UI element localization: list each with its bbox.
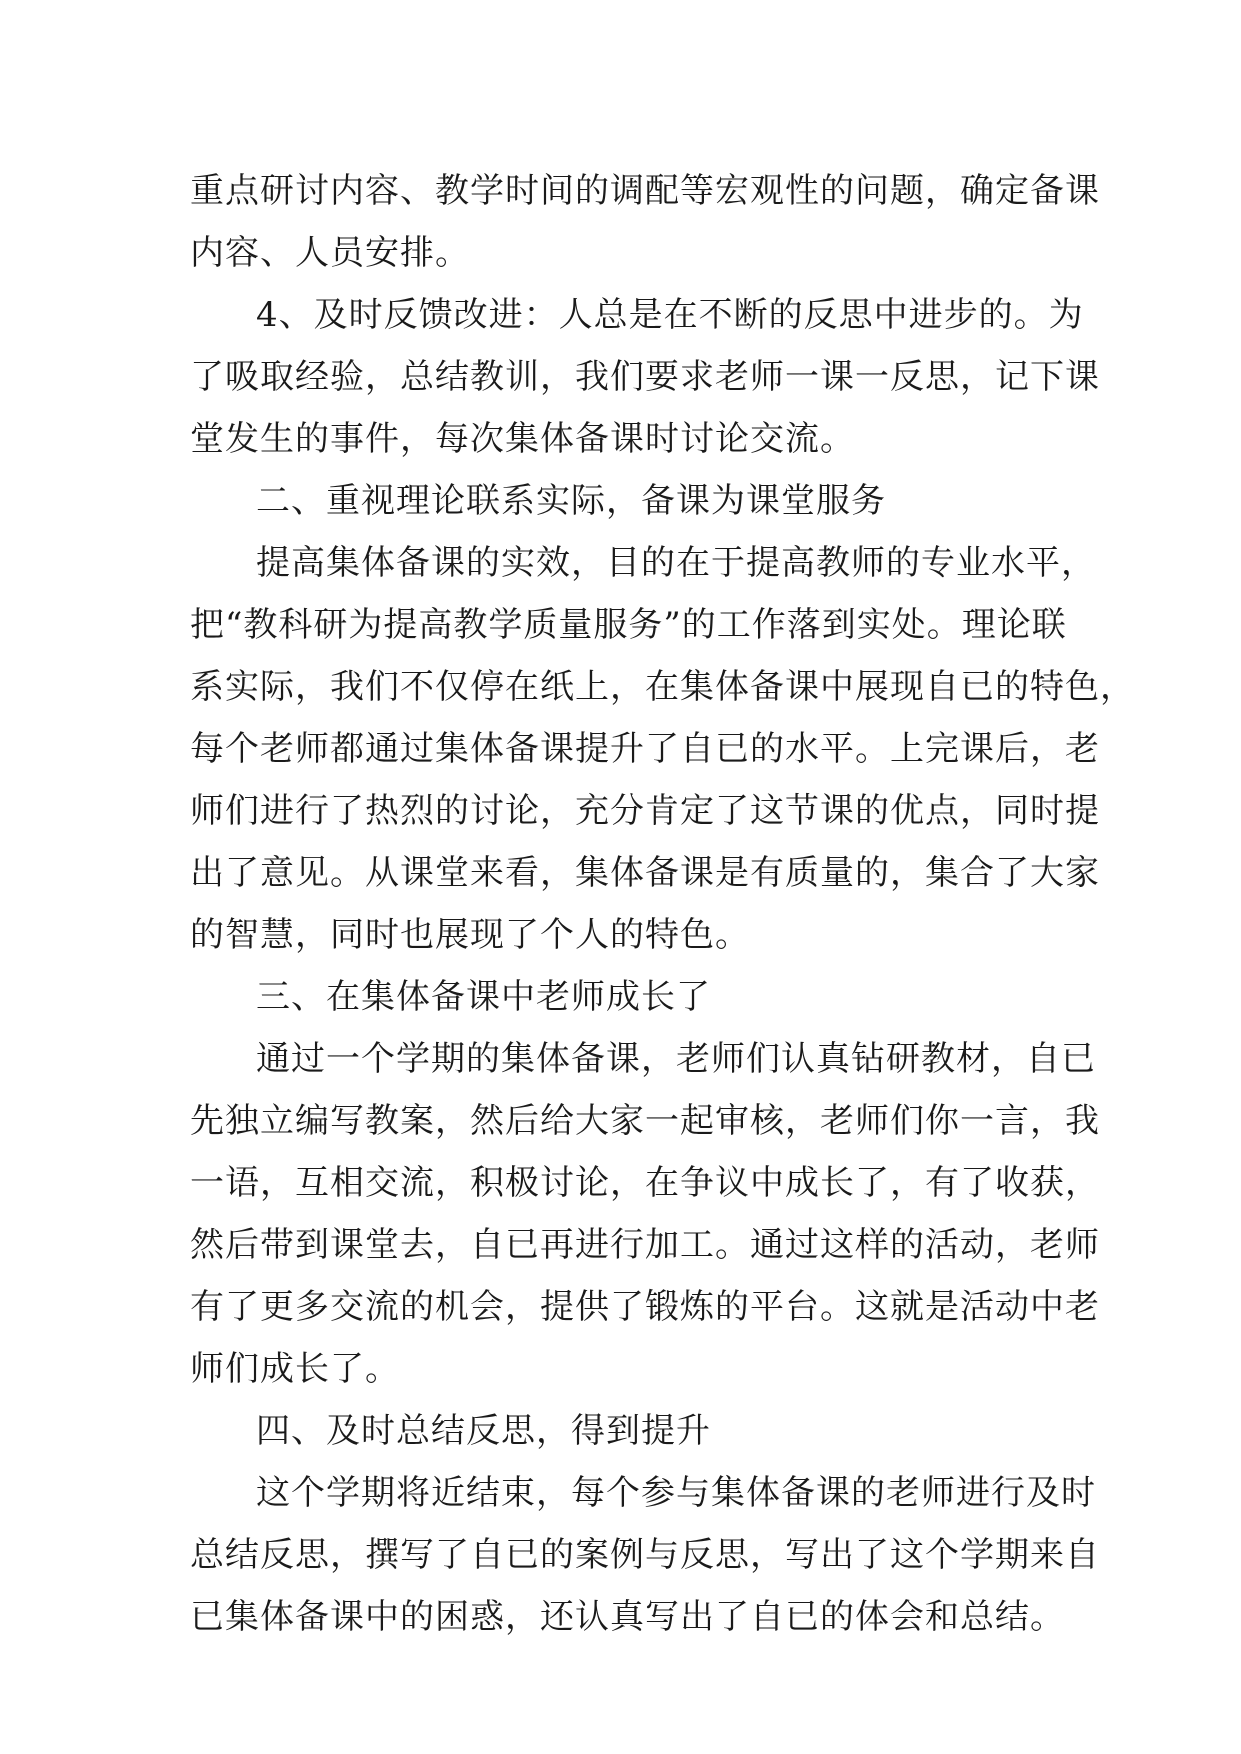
- text-line: 然后带到课堂去，自已再进行加工。通过这样的活动，老师: [190, 1225, 1100, 1265]
- text-line: 系实际，我们不仅停在纸上，在集体备课中展现自已的特色，: [190, 667, 1135, 707]
- text-line: 堂发生的事件，每次集体备课时讨论交流。: [190, 419, 855, 459]
- text-line: 已集体备课中的困惑，还认真写出了自已的体会和总结。: [190, 1597, 1065, 1637]
- text-line: 提高集体备课的实效，目的在于提高教师的专业水平，: [256, 543, 1096, 583]
- text-line: 重点研讨内容、教学时间的调配等宏观性的问题，确定备课: [190, 171, 1100, 211]
- text-line: 师们进行了热烈的讨论，充分肯定了这节课的优点，同时提: [190, 791, 1100, 831]
- text-line: 先独立编写教案，然后给大家一起审核，老师们你一言，我: [190, 1101, 1100, 1141]
- text-line: 4、及时反馈改进：人总是在不断的反思中进步的。为: [256, 295, 1084, 335]
- text-line: 通过一个学期的集体备课，老师们认真钻研教材，自已: [256, 1039, 1096, 1079]
- text-line: 三、在集体备课中老师成长了: [256, 977, 711, 1017]
- text-line: 有了更多交流的机会，提供了锻炼的平台。这就是活动中老: [190, 1287, 1100, 1327]
- text-line: 出了意见。从课堂来看，集体备课是有质量的，集合了大家: [190, 853, 1100, 893]
- document-body: [190, 160, 1135, 1648]
- text-line: 的智慧，同时也展现了个人的特色。: [190, 915, 750, 955]
- text-line: 了吸取经验，总结教训，我们要求老师一课一反思，记下课: [190, 357, 1100, 397]
- text-line: 师们成长了。: [190, 1349, 400, 1389]
- text-line: 把“教科研为提高教学质量服务”的工作落到实处。理论联: [190, 605, 1067, 645]
- text-line: 四、及时总结反思，得到提升: [256, 1411, 711, 1451]
- text-line: 一语，互相交流，积极讨论，在争议中成长了，有了收获，: [190, 1163, 1100, 1203]
- text-line: 这个学期将近结束，每个参与集体备课的老师进行及时: [256, 1473, 1096, 1513]
- text-line: 总结反思，撰写了自已的案例与反思，写出了这个学期来自: [190, 1535, 1100, 1575]
- text-line: 每个老师都通过集体备课提升了自已的水平。上完课后，老: [190, 729, 1100, 769]
- text-line: 内容、人员安排。: [190, 233, 470, 273]
- text-line: 二、重视理论联系实际，备课为课堂服务: [256, 481, 886, 521]
